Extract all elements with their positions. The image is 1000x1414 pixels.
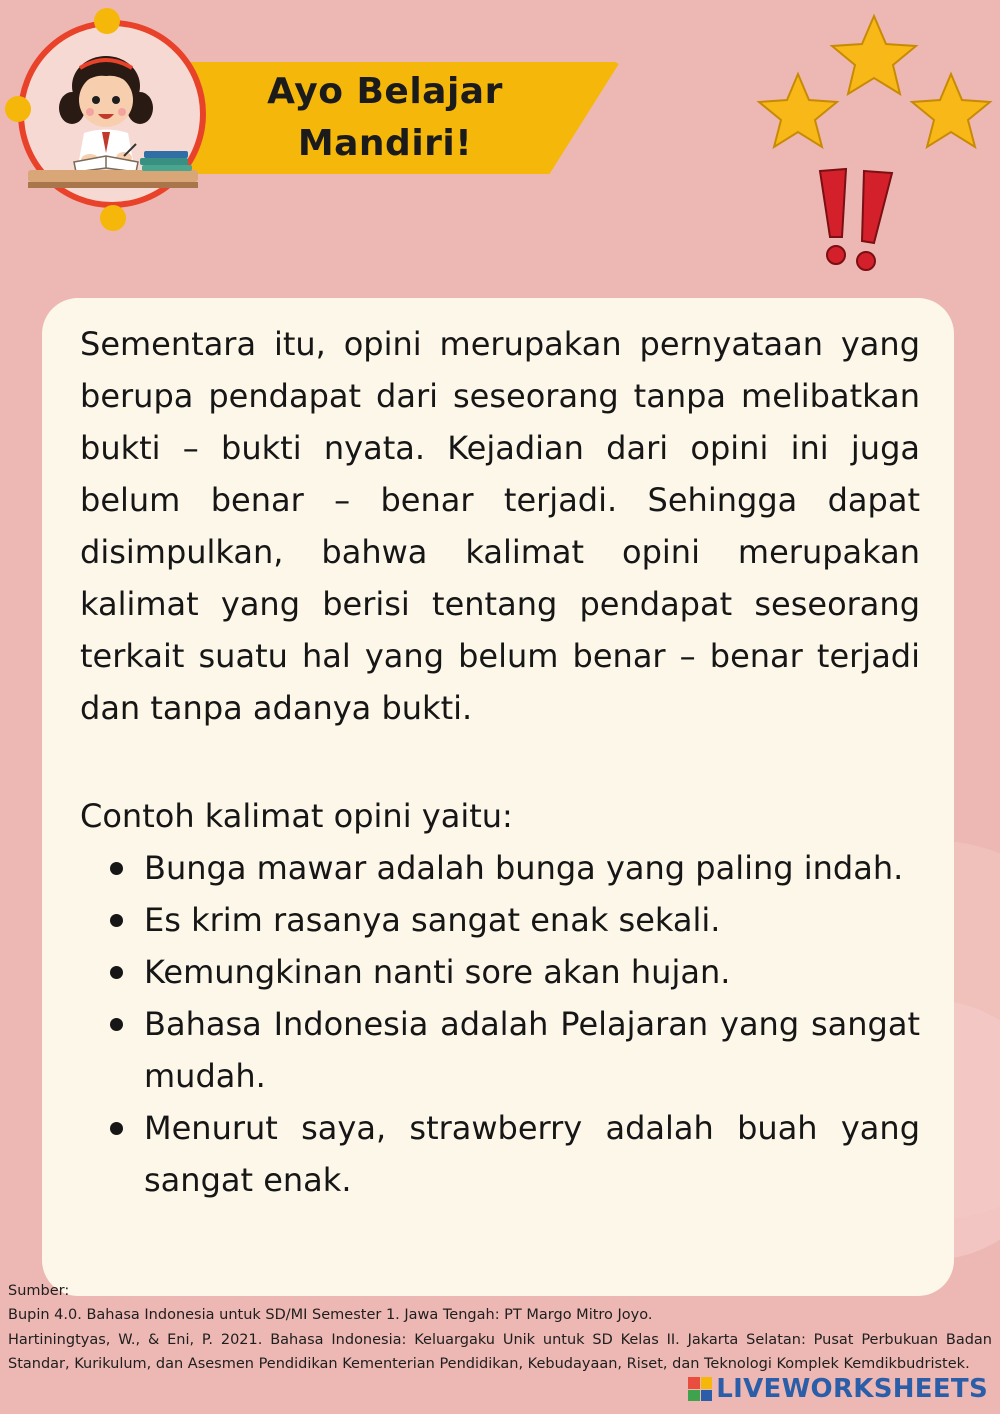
logo-dot: [94, 8, 120, 34]
list-item: Bunga mawar adalah bunga yang paling indah.: [144, 842, 920, 894]
star-icon: [759, 74, 837, 147]
title-line-2: Mandiri!: [297, 123, 473, 164]
examples-list: [80, 842, 920, 1206]
liveworksheets-watermark[interactable]: [688, 1372, 988, 1406]
source-reference: Bupin 4.0. Bahasa Indonesia untuk SD/MI Semester 1. Jawa Tengah: PT Margo Mitro Joyo.: [8, 1307, 653, 1324]
liveworksheets-logo-icon: [688, 1377, 712, 1401]
list-item: Bahasa Indonesia adalah Pelajaran yang sangat mudah.: [144, 998, 920, 1102]
sources-section: [8, 1279, 992, 1377]
star-icon: [912, 74, 990, 147]
logo-dot: [100, 205, 126, 231]
sources-label: Sumber:: [8, 1283, 70, 1299]
page-title: [255, 66, 515, 170]
girl-studying-icon: [28, 38, 198, 198]
list-item: Menurut saya, strawberry adalah buah yang sangat enak.: [144, 1102, 920, 1206]
star-icon: [832, 16, 916, 94]
list-item: Es krim rasanya sangat enak sekali.: [144, 894, 920, 946]
watermark-text: LIVEWORKSHEETS: [716, 1374, 988, 1404]
stars-decoration: [748, 12, 1000, 162]
exclamation-icon: [812, 165, 902, 275]
title-line-1: Ayo Belajar: [267, 71, 503, 112]
examples-heading: Contoh kalimat opini yaitu:: [80, 797, 513, 835]
list-item: Kemungkinan nanti sore akan hujan.: [144, 946, 920, 998]
source-reference: Hartiningtyas, W., & Eni, P. 2021. Bahasa Indonesia: Keluargaku Unik untuk SD Kelas II. Jakarta Selatan: Pusat Perbukuan Badan Standar, Kurikulum, dan Asesmen Pendidikan Kementerian Pendidikan, Kebudayaan, Riset, dan Teknologi Komplek Kemdikbudristek.: [8, 1331, 992, 1373]
main-paragraph: Sementara itu, opini merupakan pernyataan yang berupa pendapat dari seseorang tanpa melibatkan bukti – bukti nyata. Kejadian dari opini ini juga belum benar – benar terjadi. Sehingga dapat disimpulkan, bahwa kalimat opini merupakan kalimat yang berisi tentang pendapat seseorang terkait suatu hal yang belum benar – benar terjadi dan tanpa adanya bukti.: [80, 325, 920, 727]
